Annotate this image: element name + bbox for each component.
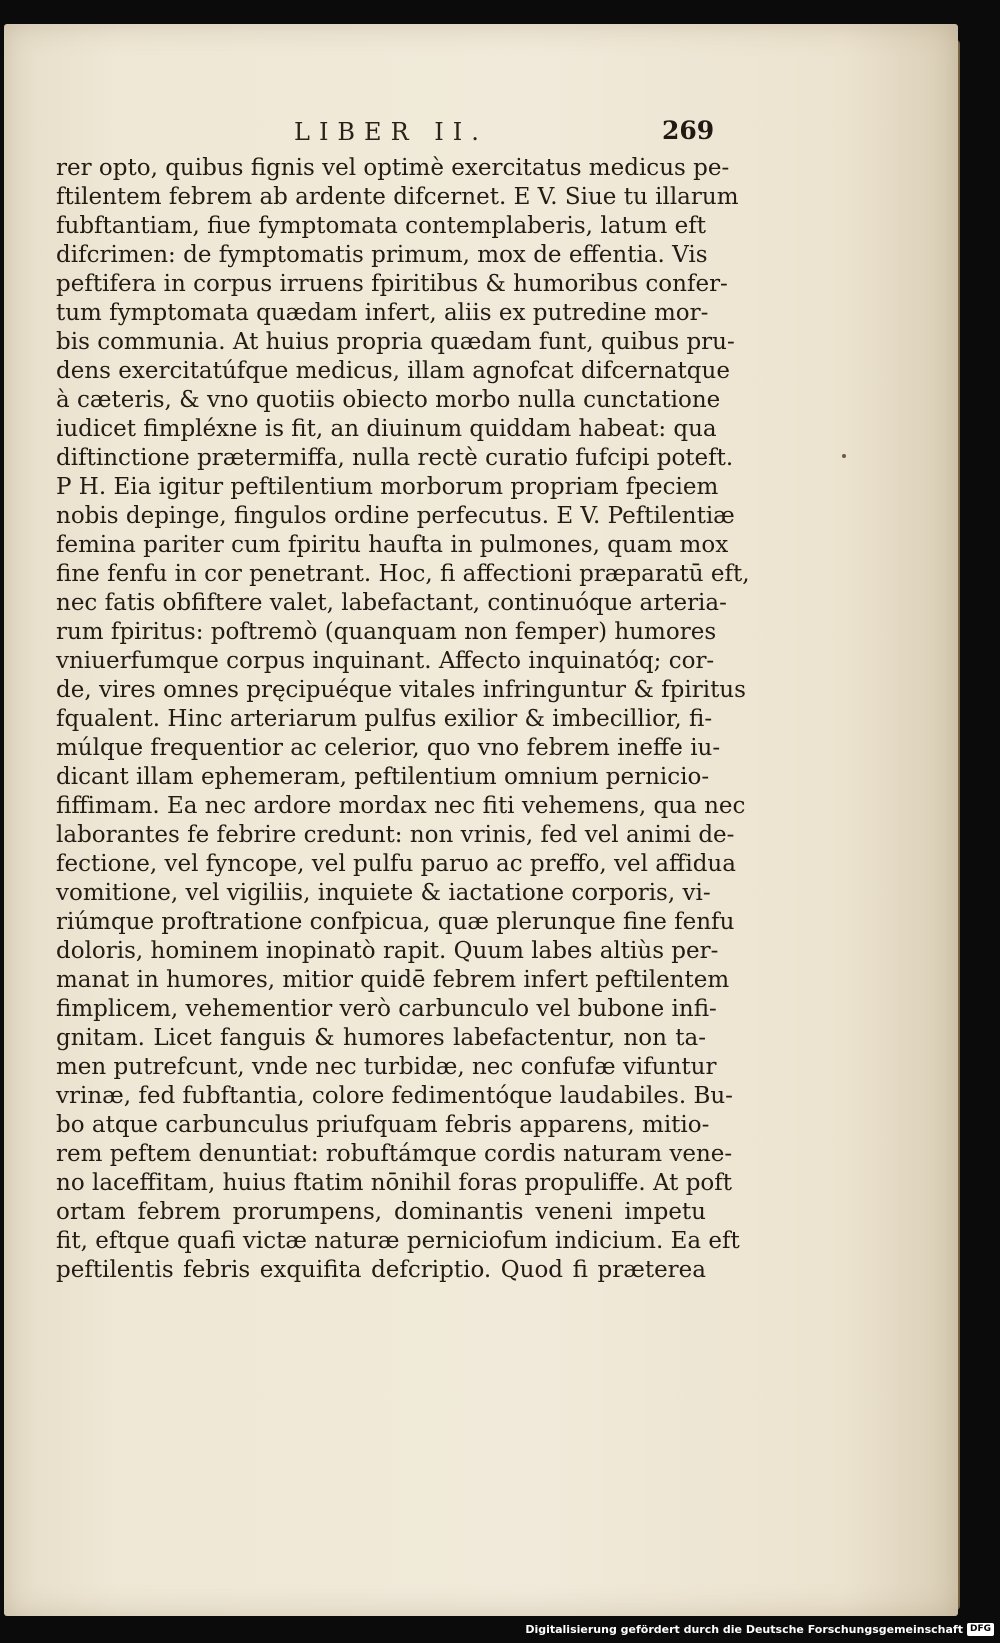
text-line: fqualent. Hinc arteriarum pulfus exilior & imbecillior, fi- <box>56 706 713 732</box>
text-line: manat in humores, mitior quidē febrem infert peftilentem <box>56 967 730 993</box>
text-line: múlque frequentior ac celerior, quo vno febrem ineffe iu- <box>56 735 721 761</box>
text-line: difcrimen: de fymptomatis primum, mox de effentia. Vis <box>56 242 708 268</box>
page-number: 269 <box>662 116 715 145</box>
text-line: peftifera in corpus irruens fpiritibus & humoribus confer- <box>56 271 728 297</box>
text-line: peftilentis febris exquifita defcriptio. Quod fi præterea <box>56 1257 706 1283</box>
text-line: rer opto, quibus fignis vel optimè exercitatus medicus pe- <box>56 155 730 181</box>
text-line: à cæteris, & vno quotiis obiecto morbo nulla cunctatione <box>56 387 721 413</box>
text-line: femina pariter cum fpiritu haufta in pulmones, quam mox <box>56 532 729 558</box>
text-line: tum fymptomata quædam infert, aliis ex putredine mor- <box>56 300 709 326</box>
text-line: fimplicem, vehementior verò carbunculo vel bubone infi- <box>56 996 717 1022</box>
text-line: no laceffitam, huius ftatim nōnihil foras propuliffe. At poft <box>56 1170 733 1196</box>
text-line: nec fatis obfiftere valet, labefactant, continuóque arteria- <box>56 590 727 616</box>
text-line: de, vires omnes pręcipuéque vitales infringuntur & fpiritus <box>56 677 746 703</box>
text-line: gnitam. Licet fanguis & humores labefactentur, non ta- <box>56 1025 706 1051</box>
text-line: dicant illam ephemeram, peftilentium omnium pernicio- <box>56 764 710 790</box>
text-line: doloris, hominem inopinatò rapit. Quum labes altiùs per- <box>56 938 719 964</box>
text-line: rem peftem denuntiat: robuftámque cordis naturam vene- <box>56 1141 733 1167</box>
text-line: fubftantiam, fiue fymptomata contemplaberis, latum eft <box>56 213 706 239</box>
text-line: P H. Eia igitur peftilentium morborum propriam fpeciem <box>56 474 719 500</box>
running-title: LIBER II. <box>294 118 488 146</box>
text-line: dens exercitatúfque medicus, illam agnofcat difcernatque <box>56 358 730 384</box>
text-line: fit, eftque quafi victæ naturæ perniciofum indicium. Ea eft <box>56 1228 740 1254</box>
funding-credit: Digitalisierung gefördert durch die Deutsche Forschungsgemeinschaft <box>525 1622 963 1636</box>
text-line: bis communia. At huius propria quædam funt, quibus pru- <box>56 329 735 355</box>
text-line: bo atque carbunculus priufquam febris apparens, mitio- <box>56 1112 710 1138</box>
text-line: rum fpiritus: poftremò (quanquam non femper) humores <box>56 619 717 645</box>
digitization-footer <box>525 1621 994 1637</box>
text-line: fectione, vel fyncope, vel pulfu paruo ac preffo, vel affidua <box>56 851 736 877</box>
text-line: fine fenfu in cor penetrant. Hoc, fi affectioni præparatū eft, <box>56 561 750 587</box>
running-head <box>4 118 958 148</box>
book-page <box>4 24 958 1616</box>
paper-speck <box>842 454 846 458</box>
dfg-logo-icon: DFG <box>967 1623 994 1636</box>
text-line: ortam febrem prorumpens, dominantis veneni impetu <box>56 1199 706 1225</box>
text-line: diftinctione prætermiffa, nulla rectè curatio fufcipi poteft. <box>56 445 734 471</box>
text-line: men putrefcunt, vnde nec turbidæ, nec confufæ vifuntur <box>56 1054 717 1080</box>
text-line: fiffimam. Ea nec ardore mordax nec fiti vehemens, qua nec <box>56 793 746 819</box>
text-line: vrinæ, fed fubftantia, colore fedimentóque laudabiles. Bu- <box>56 1083 733 1109</box>
text-line: iudicet fimpléxne is fit, an diuinum quiddam habeat: qua <box>56 416 717 442</box>
text-line: nobis depinge, fingulos ordine perfecutus. E V. Peftilentiæ <box>56 503 735 529</box>
text-line: riúmque proftratione confpicua, quæ plerunque fine fenfu <box>56 909 735 935</box>
text-line: laborantes fe febrire credunt: non vrinis, fed vel animi de- <box>56 822 735 848</box>
body-text <box>56 154 750 1285</box>
text-line: vomitione, vel vigiliis, inquiete & iactatione corporis, vi- <box>56 880 711 906</box>
text-line: ftilentem febrem ab ardente difcernet. E V. Siue tu illarum <box>56 184 739 210</box>
text-line: vniuerfumque corpus inquinant. Affecto inquinatóq; cor- <box>56 648 715 674</box>
